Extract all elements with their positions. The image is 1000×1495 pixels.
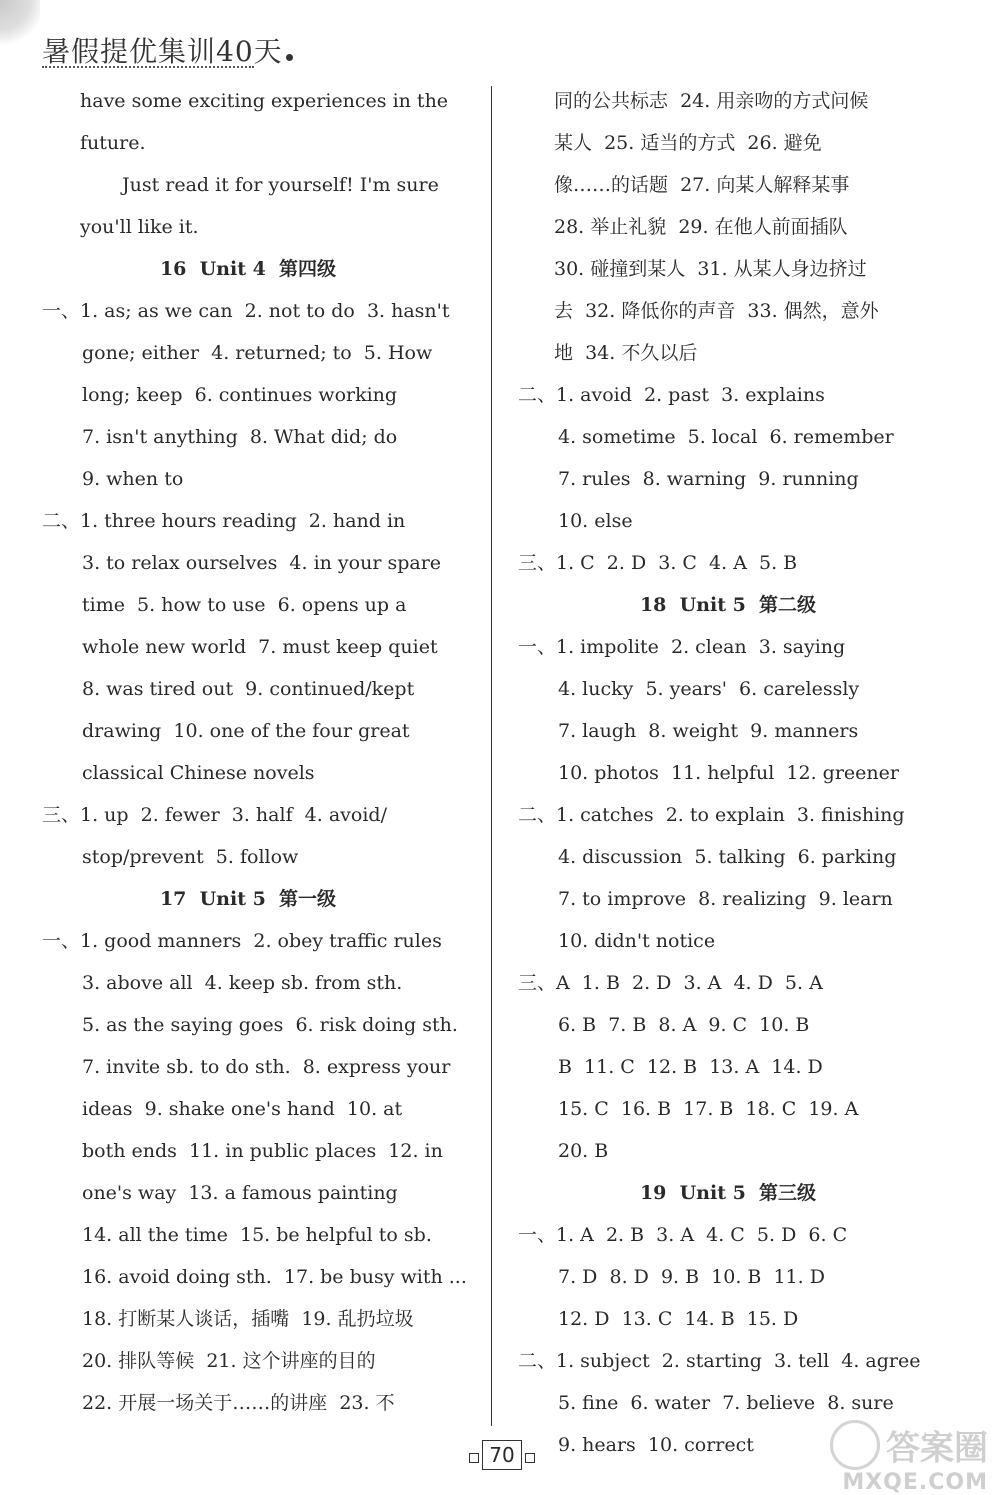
title-dot-icon [286, 54, 293, 61]
watermark-url: MXQE.COM [842, 1470, 988, 1495]
answer-line: 某人 25. 适当的方式 26. 避免 [554, 132, 822, 154]
answer-line: 二、1. catches 2. to explain 3. finishing [518, 804, 905, 826]
answer-line: one's way 13. a famous painting [82, 1182, 398, 1204]
answer-line: 三、1. up 2. fewer 3. half 4. avoid/ [42, 804, 387, 826]
section-heading: 16 Unit 4 第四级 [159, 258, 337, 280]
column-divider [491, 86, 492, 1426]
section-heading: 17 Unit 5 第一级 [159, 888, 337, 910]
square-ornament-icon [469, 1453, 479, 1463]
answer-line: 22. 开展一场关于……的讲座 23. 不 [82, 1392, 395, 1414]
answer-line: time 5. how to use 6. opens up a [82, 594, 407, 616]
answer-line: 三、1. C 2. D 3. C 4. A 5. B [518, 552, 798, 574]
answer-line: 4. lucky 5. years' 6. carelessly [558, 678, 860, 700]
answer-line: 像……的话题 27. 向某人解释某事 [554, 174, 850, 196]
left-column [42, 80, 474, 1424]
book-title-text: 暑假提优集训40天 [42, 35, 283, 68]
answer-line: 15. C 16. B 17. B 18. C 19. A [558, 1098, 859, 1120]
answer-line: both ends 11. in public places 12. in [82, 1140, 443, 1162]
section-heading: 19 Unit 5 第三级 [639, 1182, 817, 1204]
answer-line: Just read it for yourself! I'm sure [122, 174, 439, 196]
answer-line: B 11. C 12. B 13. A 14. D [558, 1056, 823, 1078]
right-column [518, 80, 958, 1466]
answer-line: 同的公共标志 24. 用亲吻的方式问候 [554, 90, 869, 112]
header-rule [42, 66, 254, 68]
answer-line: drawing 10. one of the four great [82, 720, 410, 742]
answer-line: 7. laugh 8. weight 9. manners [558, 720, 859, 742]
answer-line: 7. D 8. D 9. B 10. B 11. D [558, 1266, 825, 1288]
answer-line: have some exciting experiences in the [80, 90, 449, 112]
answer-line: 一、1. A 2. B 3. A 4. C 5. D 6. C [518, 1224, 848, 1246]
answer-line: 30. 碰撞到某人 31. 从某人身边挤过 [554, 258, 867, 280]
answer-line: 三、A 1. B 2. D 3. A 4. D 5. A [518, 972, 823, 994]
answer-line: 7. invite sb. to do sth. 8. express your [82, 1056, 451, 1078]
page-number: 70 [482, 1440, 521, 1470]
answer-line: 二、1. avoid 2. past 3. explains [518, 384, 825, 406]
site-watermark [828, 1420, 988, 1495]
answer-line: 4. discussion 5. talking 6. parking [558, 846, 897, 868]
answer-line: 28. 举止礼貌 29. 在他人前面插队 [554, 216, 848, 238]
answer-line: 7. to improve 8. realizing 9. learn [558, 888, 893, 910]
answer-line: 20. 排队等候 21. 这个讲座的目的 [82, 1350, 376, 1372]
answer-line: 8. was tired out 9. continued/kept [82, 678, 415, 700]
answer-line: ideas 9. shake one's hand 10. at [82, 1098, 403, 1120]
answer-line: gone; either 4. returned; to 5. How [82, 342, 433, 364]
answer-line: 一、1. good manners 2. obey traffic rules [42, 930, 442, 952]
answer-line: 7. rules 8. warning 9. running [558, 468, 859, 490]
answer-line: 10. photos 11. helpful 12. greener [558, 762, 899, 784]
answer-line: future. [80, 132, 146, 154]
answer-line: 18. 打断某人谈话，插嘴 19. 乱扔垃圾 [82, 1308, 414, 1330]
answer-line: 5. as the saying goes 6. risk doing sth. [82, 1014, 458, 1036]
section-heading: 18 Unit 5 第二级 [639, 594, 817, 616]
answer-line: 一、1. as; as we can 2. not to do 3. hasn't [42, 300, 450, 322]
answer-line: stop/prevent 5. follow [82, 846, 299, 868]
answer-line: 4. sometime 5. local 6. remember [558, 426, 894, 448]
answer-line: classical Chinese novels [82, 762, 315, 784]
answer-line: 20. B [558, 1140, 609, 1162]
answer-line: 3. to relax ourselves 4. in your spare [82, 552, 442, 574]
answer-line: 3. above all 4. keep sb. from sth. [82, 972, 403, 994]
answer-line: 二、1. three hours reading 2. hand in [42, 510, 406, 532]
answer-line: 7. isn't anything 8. What did; do [82, 426, 398, 448]
book-title [42, 30, 293, 70]
answer-line: 地 34. 不久以后 [554, 342, 698, 364]
answer-line: 10. else [558, 510, 633, 532]
answer-line: 二、1. subject 2. starting 3. tell 4. agree [518, 1350, 921, 1372]
answer-line: long; keep 6. continues working [82, 384, 398, 406]
answer-line: 14. all the time 15. be helpful to sb. [82, 1224, 432, 1246]
watermark-text: 答案圈 [886, 1428, 988, 1469]
answer-line: you'll like it. [80, 216, 199, 238]
answer-line: 去 32. 降低你的声音 33. 偶然，意外 [554, 300, 879, 322]
answer-line: 9. hears 10. correct [558, 1434, 754, 1456]
square-ornament-icon [525, 1453, 535, 1463]
header-decoration [0, 0, 40, 60]
watermark-logo-icon [830, 1420, 880, 1470]
page-number-block [462, 1440, 542, 1476]
answer-line: 16. avoid doing sth. 17. be busy with ... [82, 1266, 467, 1288]
answer-line: 9. when to [82, 468, 184, 490]
answer-line: 12. D 13. C 14. B 15. D [558, 1308, 799, 1330]
answer-line: whole new world 7. must keep quiet [82, 636, 438, 658]
answer-line: 一、1. impolite 2. clean 3. saying [518, 636, 846, 658]
answer-line: 6. B 7. B 8. A 9. C 10. B [558, 1014, 810, 1036]
answer-line: 5. fine 6. water 7. believe 8. sure [558, 1392, 894, 1414]
answer-line: 10. didn't notice [558, 930, 716, 952]
